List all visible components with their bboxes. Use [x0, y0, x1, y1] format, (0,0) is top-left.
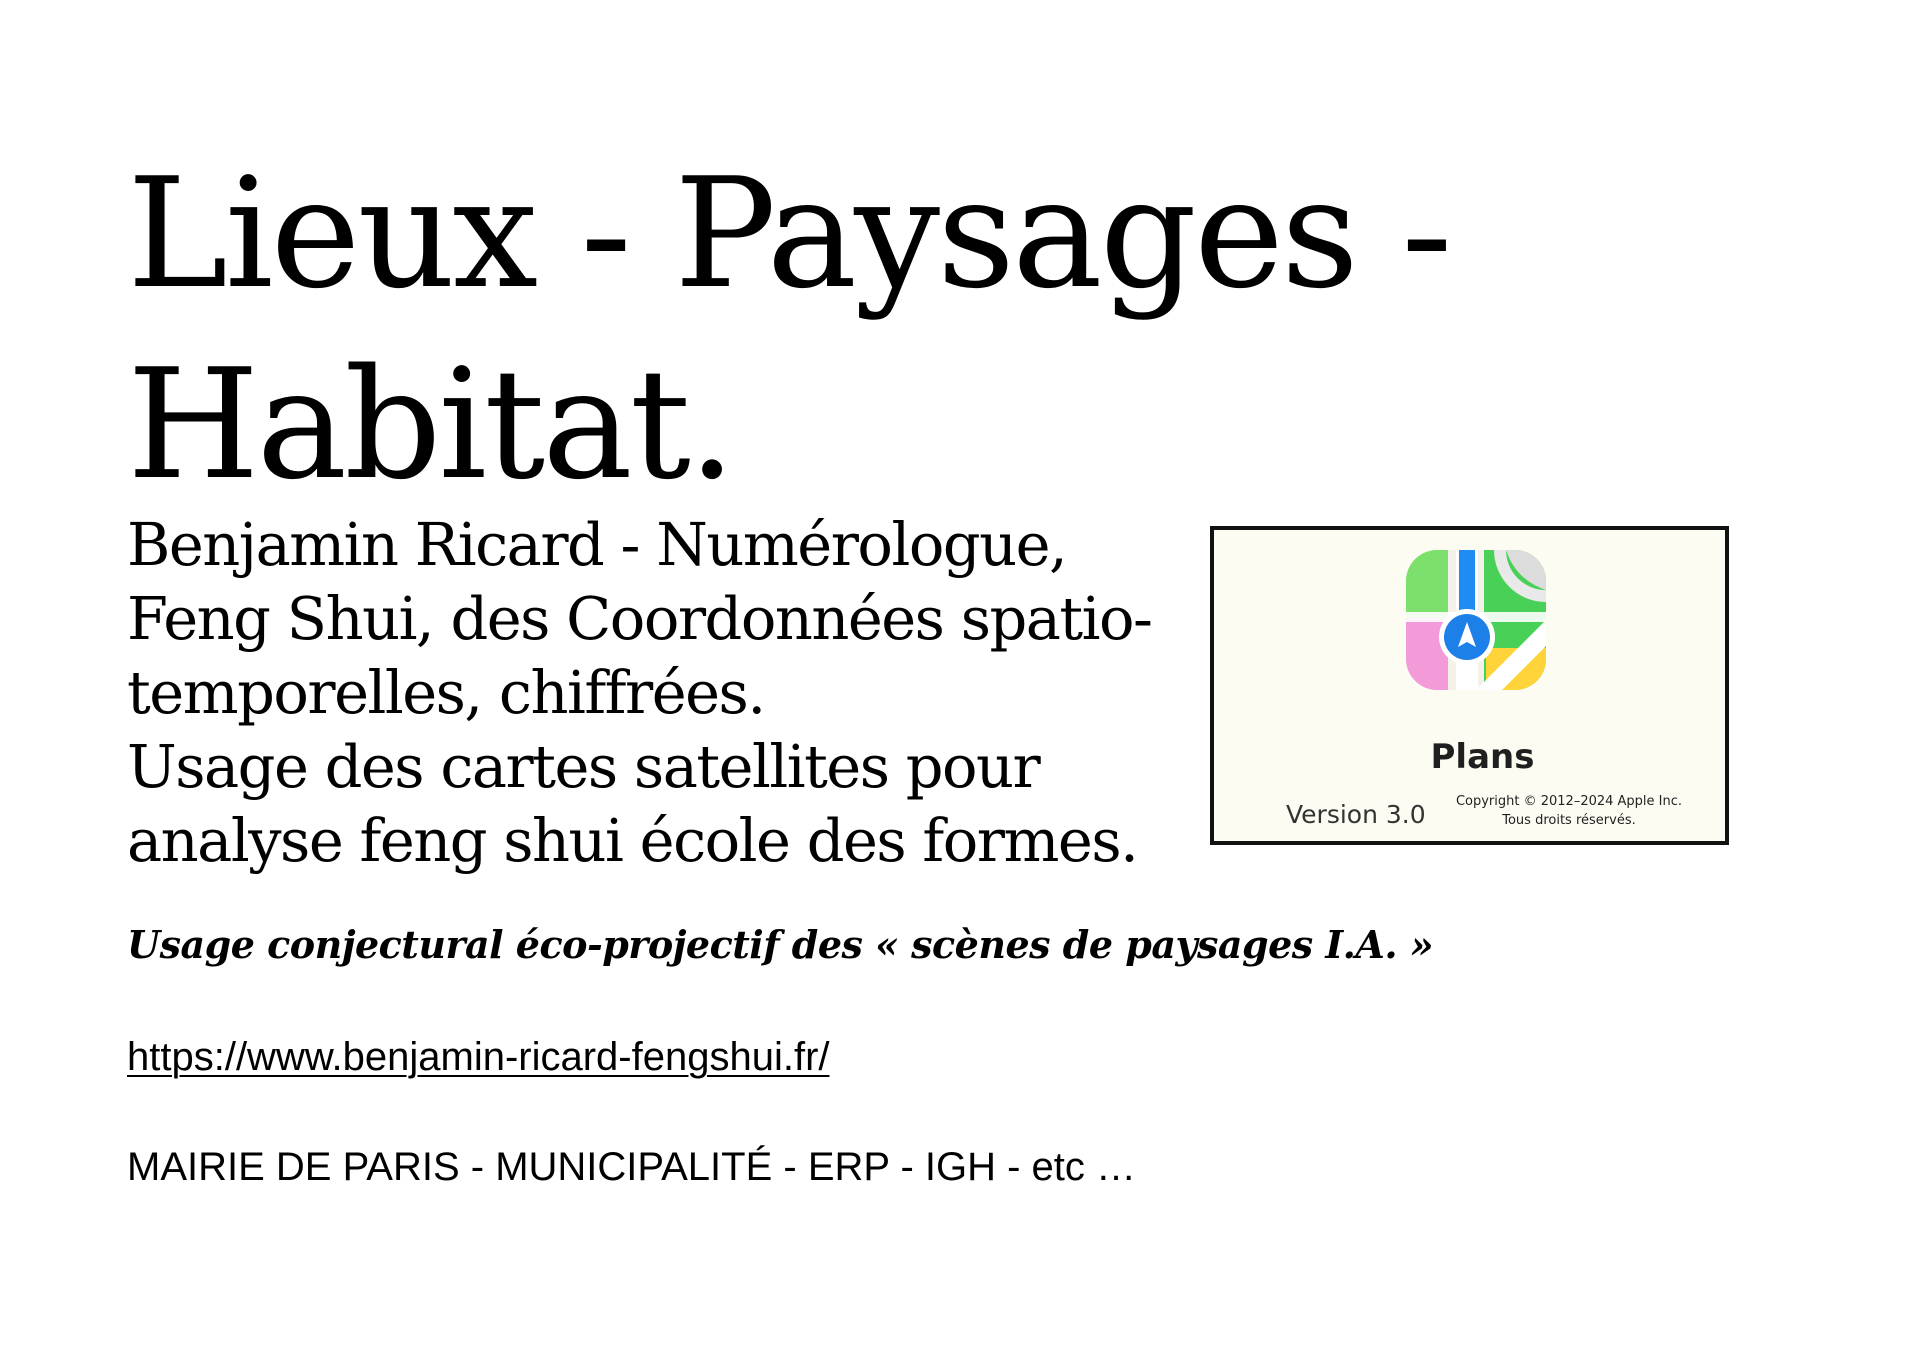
copyright-line: Copyright © 2012–2024 Apple Inc.	[1455, 794, 1683, 809]
intro-line: temporelles, chiffrées.	[127, 658, 765, 727]
page-title-line-1: Lieux - Paysages -	[127, 145, 1450, 322]
website-link[interactable]: https://www.benjamin-ricard-fengshui.fr/	[127, 1035, 830, 1079]
maps-about-screenshot	[1210, 526, 1729, 845]
maps-app-icon	[1406, 550, 1546, 690]
tagline: Usage conjectural éco-projectif des « scènes de paysages I.A. »	[127, 922, 1434, 967]
page-title	[127, 138, 1527, 520]
intro-paragraph	[127, 508, 1177, 878]
page-title-line-2: Habitat.	[127, 336, 734, 513]
app-name: Plans	[1430, 737, 1535, 777]
footer-keywords: MAIRIE DE PARIS - MUNICIPALITÉ - ERP - IGH - etc …	[127, 1145, 1137, 1189]
intro-line: Benjamin Ricard - Numérologue,	[127, 510, 1067, 579]
app-version: Version 3.0	[1286, 800, 1426, 829]
intro-line: Usage des cartes satellites pour	[127, 732, 1040, 801]
intro-line: Feng Shui, des Coordonnées spatio-	[127, 584, 1152, 653]
intro-line: analyse feng shui école des formes.	[127, 806, 1138, 875]
rights-line: Tous droits réservés.	[1502, 813, 1636, 828]
app-copyright	[1439, 792, 1699, 830]
